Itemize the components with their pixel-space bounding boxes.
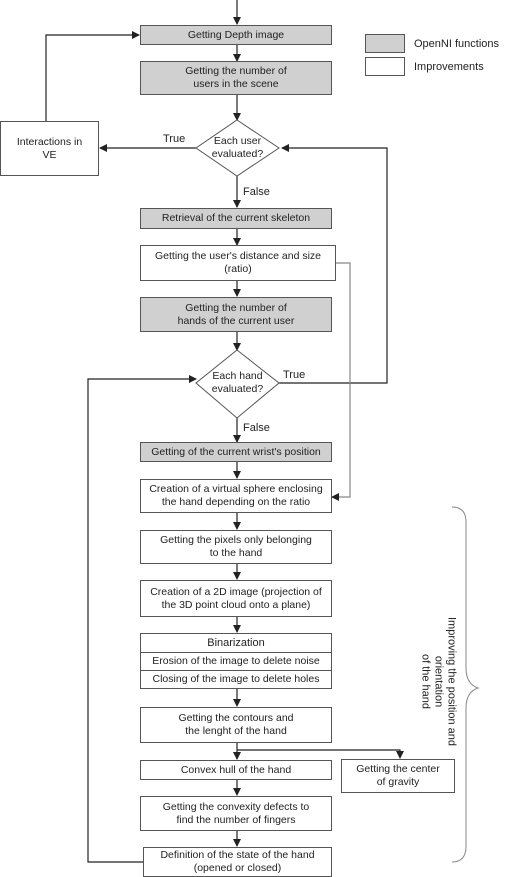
node-convex-hull: Convex hull of the hand — [140, 760, 332, 780]
legend-improvements-swatch — [365, 57, 405, 76]
edge-label-user-false: False — [243, 186, 270, 198]
edge-label-hand-true: True — [283, 369, 306, 381]
node-contours: Getting the contours and the lenght of the hand — [140, 707, 332, 743]
node-number-of-users: Getting the number of users in the scene — [140, 61, 332, 95]
decision-hand-label: Each hand evaluated? — [211, 370, 264, 395]
edge-label-hand-false: False — [243, 422, 270, 434]
node-binarization: Binarization — [141, 634, 331, 652]
node-convexity-defects: Getting the convexity defects to find the number of fingers — [140, 796, 332, 831]
node-interactions-ve: Interactions in VE — [0, 121, 99, 176]
node-virtual-sphere: Creation of a virtual sphere enclosing the hand depending on the ratio — [140, 479, 332, 513]
edge-label-user-true: True — [163, 133, 186, 145]
arrow-branch-to-gravity — [237, 750, 400, 758]
preprocessing-group — [140, 633, 332, 689]
legend-openni-label: OpenNI functions — [414, 38, 499, 50]
node-closing: Closing of the image to delete holes — [141, 670, 331, 688]
legend-openni-swatch — [365, 34, 405, 53]
node-wrist-position: Getting of the current wrist's position — [140, 442, 332, 462]
legend-improvements-label: Improvements — [414, 61, 484, 73]
node-center-gravity: Getting the center of gravity — [341, 759, 455, 793]
node-distance-size: Getting the user's distance and size (ratio) — [140, 245, 336, 281]
arrow-interactions-to-depth — [46, 35, 139, 121]
side-label-improving: Improving the position and orientation of the hand — [419, 616, 458, 747]
node-state-hand: Definition of the state of the hand (opened or closed) — [143, 847, 332, 877]
node-getting-depth-image: Getting Depth image — [140, 25, 332, 45]
node-retrieval-skeleton: Retrieval of the current skeleton — [140, 208, 332, 229]
node-pixels-hand: Getting the pixels only belonging to the hand — [140, 530, 332, 564]
node-image-2d: Creation of a 2D image (projection of the 3D point cloud onto a plane) — [140, 580, 332, 617]
node-erosion: Erosion of the image to delete noise — [141, 652, 331, 670]
arrow-ratio-to-sphere — [332, 263, 350, 497]
decision-user-label: Each user evaluated? — [211, 135, 264, 160]
node-number-of-hands: Getting the number of hands of the current user — [140, 297, 332, 332]
